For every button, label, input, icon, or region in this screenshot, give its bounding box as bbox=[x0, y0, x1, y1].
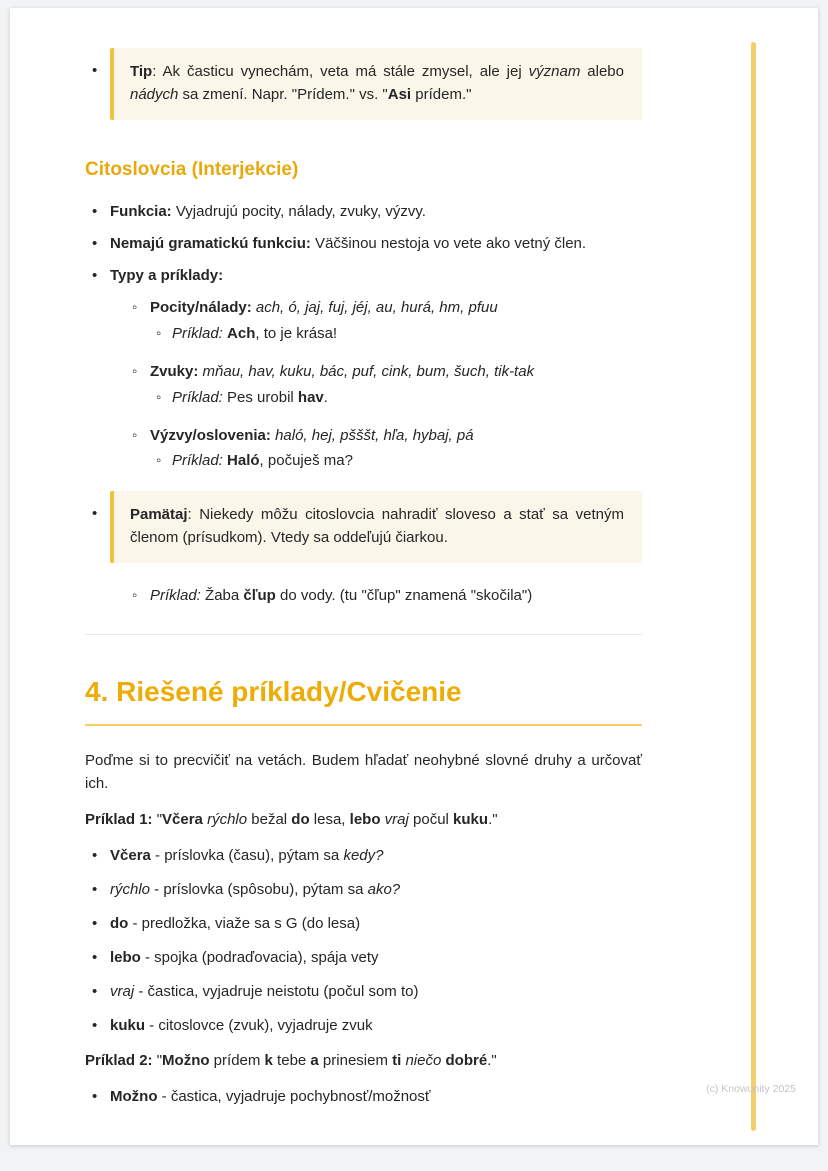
list-item-text: • Včera - príslovka (času), pýtam sa kedy? bbox=[110, 846, 384, 864]
example-item: ◦ Príklad: Haló, počuješ ma? bbox=[150, 450, 642, 473]
list-item bbox=[85, 845, 642, 868]
priklad1-sentence: Príklad 1: "Včera rýchlo bežal do lesa, lebo vraj počul kuku." bbox=[85, 810, 498, 828]
tip-callout-row bbox=[85, 48, 642, 120]
tip-callout bbox=[110, 48, 642, 120]
list-item-zvuky bbox=[132, 361, 642, 410]
list-item-text: ◦ Zvuky: mňau, hav, kuku, bác, puf, cink, bum, šuch, tik-tak bbox=[150, 362, 535, 380]
pamataj-callout-row bbox=[85, 491, 642, 563]
list-item-text: • vraj - častica, vyjadruje neistotu (počul som to) bbox=[110, 982, 419, 1000]
list-item bbox=[85, 1086, 642, 1109]
list-item-pocity-nalady bbox=[132, 297, 642, 346]
list-item-text: ◦ Pocity/nálady: ach, ó, jaj, fuj, jéj, au, hurá, hm, pfuu bbox=[150, 298, 498, 316]
list-item-text: • lebo - spojka (podraďovacia), spája vety bbox=[110, 948, 379, 966]
list-item-vyzvy-oslovenia bbox=[132, 425, 642, 474]
list-item-nemaju-funkciu bbox=[85, 233, 642, 256]
list-item-typy-a-priklady bbox=[85, 265, 642, 474]
list-item bbox=[85, 1015, 642, 1038]
list-item-text: • kuku - citoslovce (zvuk), vyjadruje zvuk bbox=[110, 1016, 373, 1034]
list-item-text: • Nemajú gramatickú funkciu: Väčšinou nestoja vo vete ako vetný člen. bbox=[110, 234, 587, 252]
example-item: ◦ Príklad: Pes urobil hav. bbox=[150, 387, 642, 410]
list-item-text: • rýchlo - príslovka (spôsobu), pýtam sa ako? bbox=[110, 880, 401, 898]
example-item: ◦ Príklad: Ach, to je krása! bbox=[150, 323, 642, 346]
copyright-watermark: (c) Knowunity 2025 bbox=[706, 1083, 796, 1095]
example-item-zaba: ◦ Príklad: Žaba čľup do vody. (tu "čľup" znamená "skočila") bbox=[132, 585, 642, 608]
list-item bbox=[85, 981, 642, 1004]
list-item-text: • Možno - častica, vyjadruje pochybnosť/možnosť bbox=[110, 1088, 431, 1106]
list-item bbox=[85, 913, 642, 936]
bullet-icon bbox=[85, 48, 110, 120]
list-item-text: ◦ Výzvy/oslovenia: haló, hej, pšššt, hľa, hybaj, pá bbox=[150, 426, 474, 444]
divider bbox=[85, 634, 642, 635]
list-item-text: • Funkcia: Vyjadrujú pocity, nálady, zvuky, výzvy. bbox=[110, 202, 426, 220]
section-intro: Poďme si to precvičiť na vetách. Budem hľadať neohybné slovné druhy a určovať ich. bbox=[85, 752, 642, 792]
document-content bbox=[10, 8, 642, 1109]
pamataj-callout bbox=[110, 491, 642, 563]
priklad1-list bbox=[85, 845, 642, 1038]
bullet-icon bbox=[85, 491, 110, 563]
section-heading-citoslovcia: Citoslovcia (Interjekcie) bbox=[85, 158, 299, 180]
list-item bbox=[85, 947, 642, 970]
pamataj-callout-text: Pamätaj: Niekedy môžu citoslovcia nahradiť sloveso a stať sa vetným členom (prísudkom). Vtedy sa oddeľujú čiarkou. bbox=[130, 506, 624, 547]
priklad2-list bbox=[85, 1086, 642, 1109]
section-heading-cvicenie: 4. Riešené príklady/Cvičenie bbox=[85, 671, 642, 726]
list-item-funkcia bbox=[85, 201, 642, 224]
list-item-text: • do - predložka, viaže sa s G (do lesa) bbox=[110, 914, 361, 932]
page-accent-bar bbox=[751, 42, 756, 1131]
tip-callout-text: Tip: Ak časticu vynechám, veta má stále zmysel, ale jej význam alebo nádych sa zmení. Napr. "Prídem." vs. "Asi prídem." bbox=[130, 63, 624, 103]
typy-sublist bbox=[110, 297, 642, 474]
list-item bbox=[85, 879, 642, 902]
document-page bbox=[10, 8, 818, 1145]
citoslovcia-list bbox=[85, 201, 642, 473]
priklad2-sentence: Príklad 2: "Možno prídem k tebe a prinesiem ti niečo dobré." bbox=[85, 1052, 497, 1070]
list-item-text: • Typy a príklady: bbox=[110, 266, 224, 284]
